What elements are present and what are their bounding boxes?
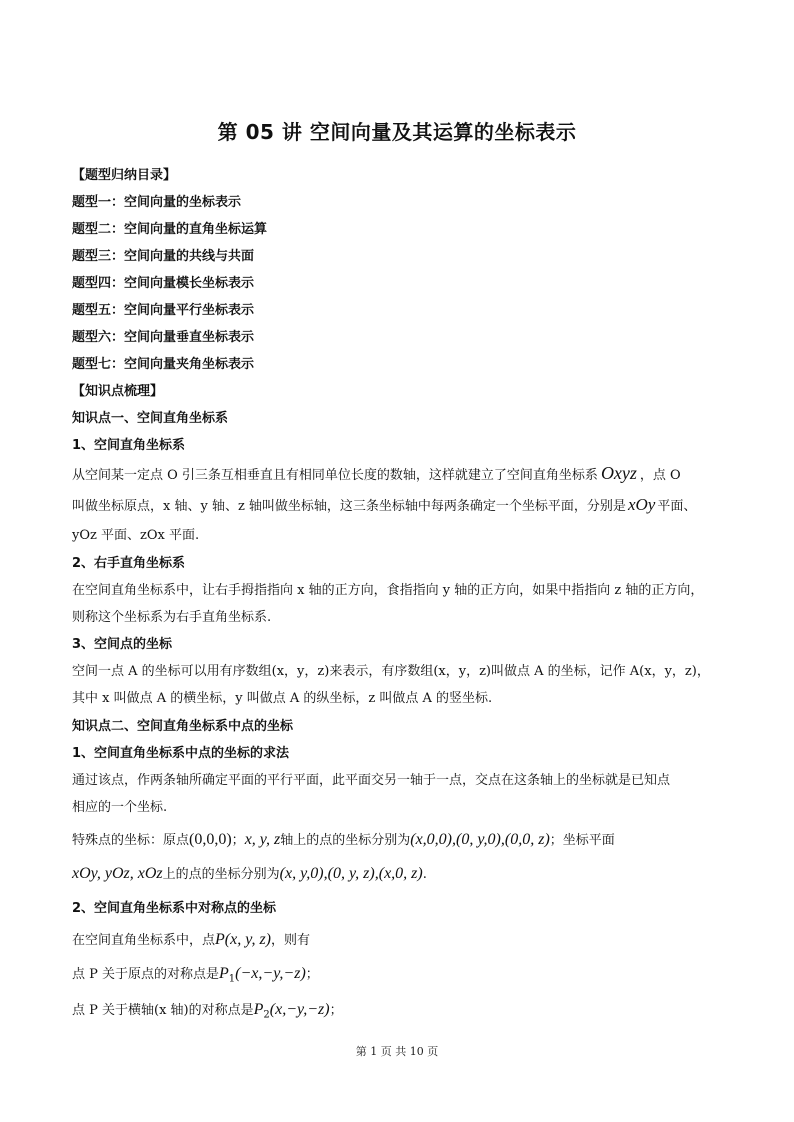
page-footer: 第 1 页 共 10 页	[355, 1045, 439, 1058]
text: ；坐标平面	[549, 833, 615, 848]
text: 在空间直角坐标系中，点	[72, 933, 216, 948]
catalog-heading: 【题型归纳目录】	[72, 168, 177, 183]
paragraph-line: 通过该点，作两条轴所确定平面的平行平面，此平面交另一轴于一点，交点在这条轴上的坐标就是已知点	[72, 773, 671, 788]
page-title: 第 05 讲 空间向量及其运算的坐标表示	[217, 120, 577, 144]
subsection-heading: 2、右手直角坐标系	[72, 556, 186, 571]
catalog-item: 题型二：空间向量的直角坐标运算	[72, 222, 268, 237]
paragraph-line	[72, 929, 732, 952]
text: ；	[231, 833, 245, 848]
text: 从空间某一定点 O 引三条互相垂直且有相同单位长度的数轴，这样就建立了空间直角坐标系	[72, 468, 598, 483]
text: ，则有	[271, 933, 311, 948]
text: ；	[305, 967, 319, 982]
paragraph-line: yOz 平面、zOx 平面.	[72, 528, 200, 543]
section-heading: 知识点一、空间直角坐标系	[72, 411, 229, 426]
subsection-heading: 3、空间点的坐标	[72, 637, 173, 652]
paragraph-line	[72, 999, 732, 1027]
paragraph-line: 空间一点 A 的坐标可以用有序数组(x，y，z)来表示，有序数组(x，y，z)叫做点 A 的坐标，记作 A(x，y，z)，	[72, 664, 710, 679]
text: 轴上的点的坐标分别为	[280, 833, 411, 848]
text: 叫做坐标原点，x 轴、y 轴、z 轴叫做坐标轴，这三条坐标轴中每两条确定一个坐标平面，分别是	[72, 499, 626, 514]
section-heading: 知识点二、空间直角坐标系中点的坐标	[72, 719, 294, 734]
paragraph-line	[72, 963, 732, 991]
catalog-item: 题型三：空间向量的共线与共面	[72, 249, 255, 264]
text: 点 P 关于横轴(x 轴)的对称点是	[72, 1003, 254, 1018]
subscript: 2	[263, 1009, 270, 1021]
subsection-heading: 1、空间直角坐标系中点的坐标的求法	[72, 746, 290, 761]
paragraph-line: 相应的一个坐标.	[72, 800, 168, 815]
math-expression: P	[219, 965, 229, 982]
knowledge-heading: 【知识点梳理】	[72, 384, 164, 399]
subscript: 1	[228, 973, 236, 985]
text: 点 P 关于原点的对称点是	[72, 967, 220, 982]
math-expression: (0,0,0)	[189, 831, 232, 848]
text: .	[422, 867, 427, 882]
catalog-item: 题型一：空间向量的坐标表示	[72, 195, 242, 210]
text: ，点 O	[639, 468, 681, 483]
math-expression: xOy, yOz, xOz	[72, 865, 163, 882]
paragraph-line	[72, 863, 732, 886]
paragraph-line: 在空间直角坐标系中，让右手拇指指向 x 轴的正方向，食指指向 y 轴的正方向，如果中指指向 z 轴的正方向，	[72, 583, 704, 598]
catalog-item: 题型六：空间向量垂直坐标表示	[72, 330, 255, 345]
paragraph-line	[72, 464, 732, 485]
math-expression: Oxyz	[600, 463, 637, 483]
math-expression: P(x, y, z)	[215, 931, 271, 948]
catalog-item: 题型七：空间向量夹角坐标表示	[72, 357, 255, 372]
subsection-heading: 2、空间直角坐标系中对称点的坐标	[72, 901, 277, 916]
paragraph-line	[72, 829, 732, 852]
catalog-item: 题型五：空间向量平行坐标表示	[72, 303, 255, 318]
subsection-heading: 1、空间直角坐标系	[72, 438, 186, 453]
text: ；	[329, 1003, 343, 1018]
math-expression: xOy	[627, 495, 656, 514]
math-expression: (x, y,0),(0, y, z),(x,0, z)	[279, 865, 423, 882]
math-expression: P	[253, 1001, 264, 1018]
paragraph-line: 其中 x 叫做点 A 的横坐标，y 叫做点 A 的纵坐标，z 叫做点 A 的竖坐标.	[72, 691, 493, 706]
math-expression: (−x,−y,−z)	[235, 965, 306, 982]
text: 平面、	[657, 499, 697, 514]
text: 上的点的坐标分别为	[162, 867, 280, 882]
catalog-item: 题型四：空间向量模长坐标表示	[72, 276, 255, 291]
math-expression: (x,0,0),(0, y,0),(0,0, z)	[410, 831, 550, 848]
math-expression: x, y, z	[244, 831, 281, 848]
math-expression: (x,−y,−z)	[269, 1001, 330, 1018]
text: 特殊点的坐标：原点	[72, 833, 190, 848]
paragraph-line	[72, 496, 732, 516]
paragraph-line: 则称这个坐标系为右手直角坐标系.	[72, 610, 272, 625]
